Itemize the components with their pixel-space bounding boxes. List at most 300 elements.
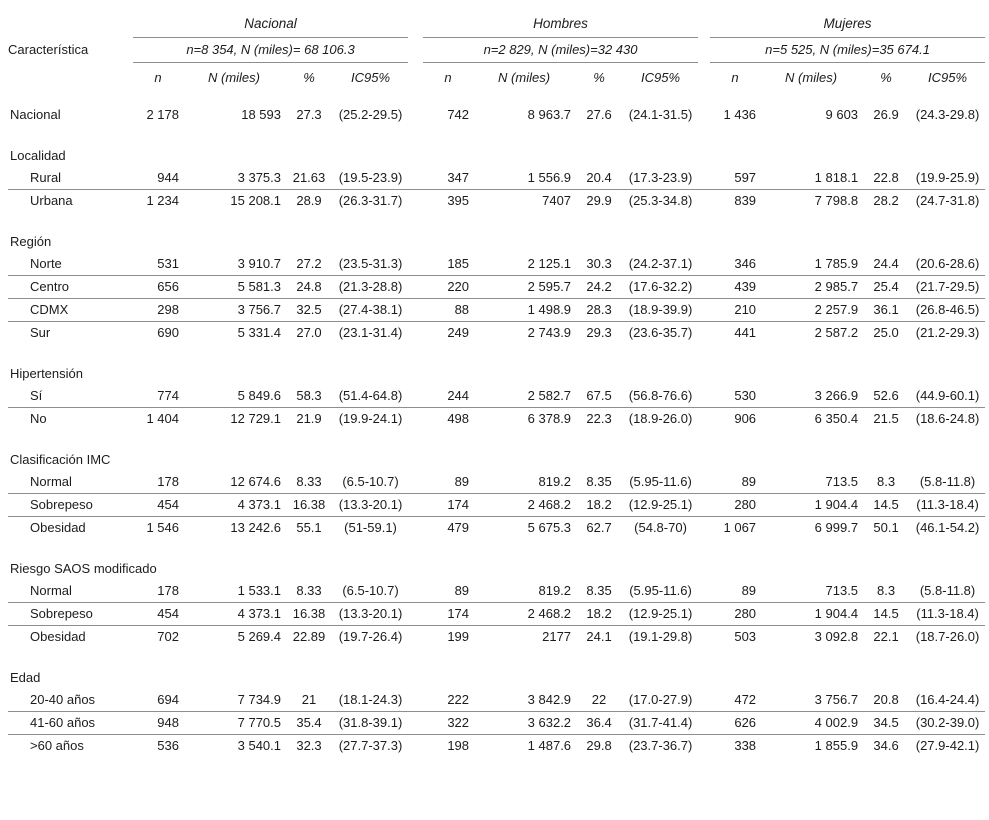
- section-spacer: [8, 344, 985, 363]
- cell-percent: 29.9: [586, 193, 612, 208]
- row-label: Sur: [30, 325, 51, 340]
- cell-percent: 62.7: [586, 520, 612, 535]
- cell-percent: 18.2: [575, 603, 623, 626]
- group-gap: [698, 626, 710, 649]
- cell-percent: 36.1: [862, 299, 910, 322]
- cell-percent: 14.5: [862, 603, 910, 626]
- cell-n: 906: [734, 411, 757, 426]
- group-subtitle-row: [8, 38, 985, 63]
- cell-ic95: (19.9-24.1): [338, 411, 403, 426]
- row-label: No: [30, 411, 47, 426]
- row-label: >60 años: [30, 738, 84, 753]
- cell-n-miles: 5 581.3: [183, 276, 285, 299]
- section-header-row: [8, 363, 985, 385]
- row-label: Nacional: [10, 107, 61, 122]
- section-spacer: [8, 90, 985, 104]
- cell-percent: 8.35: [575, 471, 623, 494]
- cell-percent: 20.4: [575, 167, 623, 190]
- cell-n-miles: 7 734.9: [183, 689, 285, 712]
- cell-n: 1 436: [723, 107, 757, 122]
- cell-ic95: (31.7-41.4): [623, 712, 698, 735]
- group-subtitle-mujeres: n=5 525, N (miles)=35 674.1: [710, 38, 985, 63]
- colhead-n-miles: N (miles): [208, 70, 260, 85]
- cell-n-miles: 7 770.5: [183, 712, 285, 735]
- cell-percent: 34.5: [862, 712, 910, 735]
- cell-ic95: (18.9-39.9): [623, 299, 698, 322]
- cell-percent: 8.3: [862, 580, 910, 603]
- row-label: 41-60 años: [8, 712, 133, 735]
- cell-n: 774: [133, 385, 183, 408]
- cell-n: 479: [447, 520, 470, 535]
- cell-n: 536: [157, 738, 179, 753]
- section-header: Hipertensión: [10, 366, 83, 381]
- section-spacer: [8, 126, 985, 145]
- cell-ic95: (26.8-46.5): [910, 299, 985, 322]
- cell-n: 88: [423, 299, 473, 322]
- row-label: Sí: [8, 385, 133, 408]
- row-label: Obesidad: [30, 520, 86, 535]
- cell-percent: 8.33: [285, 471, 333, 494]
- cell-n-miles: 6 999.7: [814, 520, 859, 535]
- row-label: Norte: [8, 253, 133, 276]
- cell-n-miles: 3 910.7: [183, 253, 285, 276]
- section-header-row: [8, 231, 985, 253]
- cell-n-miles: 2 743.9: [527, 325, 572, 340]
- group-gap: [698, 517, 710, 540]
- cell-percent: 25.4: [862, 276, 910, 299]
- cell-n-miles: 2 468.2: [473, 603, 575, 626]
- table-row: [8, 735, 985, 758]
- section-header-row: [8, 667, 985, 689]
- cell-ic95: (54.8-70): [634, 520, 687, 535]
- section-header-row: [8, 558, 985, 580]
- cell-ic95: (27.7-37.3): [338, 738, 403, 753]
- cell-percent: 22.1: [873, 629, 899, 644]
- cell-n-miles: 2 257.9: [760, 299, 862, 322]
- group-title-row: [8, 14, 985, 38]
- cell-ic95: (17.3-23.9): [623, 167, 698, 190]
- cell-ic95: (23.6-35.7): [628, 325, 693, 340]
- cell-n-miles: 18 593: [241, 107, 281, 122]
- cell-n-miles: 713.5: [760, 471, 862, 494]
- cell-percent: 52.6: [862, 385, 910, 408]
- cell-n-miles: 3 540.1: [237, 738, 281, 753]
- cell-ic95: (25.2-29.5): [338, 107, 403, 122]
- cell-n: 694: [133, 689, 183, 712]
- group-gap: [408, 104, 423, 126]
- cell-n: 441: [734, 325, 757, 340]
- cell-ic95: (24.1-31.5): [628, 107, 693, 122]
- row-label: Normal: [8, 580, 133, 603]
- row-label: Obesidad: [30, 629, 86, 644]
- cell-ic95: (24.2-37.1): [623, 253, 698, 276]
- cell-n: 395: [447, 193, 470, 208]
- cell-n-miles: 1 855.9: [814, 738, 859, 753]
- group-gap: [408, 689, 423, 712]
- section-header: Región: [10, 234, 52, 249]
- cell-percent: 20.8: [862, 689, 910, 712]
- cell-n: 742: [447, 107, 470, 122]
- cell-n: 174: [423, 603, 473, 626]
- cell-ic95: (51.4-64.8): [333, 385, 408, 408]
- group-gap: [698, 104, 710, 126]
- colhead-ic95: IC95%: [928, 70, 968, 85]
- cell-n-miles: 3 756.7: [183, 299, 285, 322]
- cell-percent: 14.5: [862, 494, 910, 517]
- cell-ic95: (11.3-18.4): [910, 603, 985, 626]
- table-row: [8, 580, 985, 603]
- cell-percent: 27.3: [296, 107, 322, 122]
- group-gap: [698, 299, 710, 322]
- cell-ic95: (27.9-42.1): [915, 738, 980, 753]
- table-row: [8, 517, 985, 540]
- section-header: Edad: [10, 670, 41, 685]
- cell-n-miles: 819.2: [473, 580, 575, 603]
- cell-ic95: (26.3-31.7): [338, 193, 403, 208]
- cell-ic95: (5.95-11.6): [623, 580, 698, 603]
- cell-n: 244: [423, 385, 473, 408]
- group-gap: [408, 517, 423, 540]
- group-gap: [698, 253, 710, 276]
- cell-ic95: (19.9-25.9): [910, 167, 985, 190]
- cell-ic95: (18.7-26.0): [915, 629, 980, 644]
- group-gap: [408, 253, 423, 276]
- cell-percent: 34.6: [873, 738, 899, 753]
- cell-ic95: (6.5-10.7): [333, 471, 408, 494]
- cell-n-miles: 9 603: [825, 107, 859, 122]
- cell-n: 690: [157, 325, 179, 340]
- cell-ic95: (27.4-38.1): [333, 299, 408, 322]
- group-gap: [698, 276, 710, 299]
- cell-n-miles: 3 632.2: [473, 712, 575, 735]
- colhead-ic95: IC95%: [351, 70, 391, 85]
- cell-n: 338: [734, 738, 757, 753]
- section-spacer: [8, 539, 985, 558]
- group-gap: [698, 689, 710, 712]
- cell-n-miles: 1 904.4: [760, 494, 862, 517]
- cell-ic95: (5.8-11.8): [910, 471, 985, 494]
- cell-n-miles: 2 125.1: [473, 253, 575, 276]
- cell-ic95: (12.9-25.1): [623, 603, 698, 626]
- cell-n: 89: [710, 471, 760, 494]
- row-label: Rural: [8, 167, 133, 190]
- cell-percent: 21.5: [873, 411, 899, 426]
- cell-ic95: (46.1-54.2): [915, 520, 980, 535]
- cell-n-miles: 5 675.3: [527, 520, 572, 535]
- table-row: [8, 626, 985, 649]
- cell-percent: 28.9: [296, 193, 322, 208]
- cell-n: 944: [133, 167, 183, 190]
- cell-ic95: (18.6-24.8): [915, 411, 980, 426]
- cell-ic95: (44.9-60.1): [910, 385, 985, 408]
- table-row: [8, 299, 985, 322]
- cell-n-miles: 1 498.9: [473, 299, 575, 322]
- cell-percent: 28.2: [873, 193, 899, 208]
- colhead-n-miles: N (miles): [785, 70, 838, 85]
- cell-ic95: (19.5-23.9): [333, 167, 408, 190]
- cell-percent: 55.1: [296, 520, 322, 535]
- cell-percent: 25.0: [873, 325, 899, 340]
- cell-percent: 21.9: [296, 411, 322, 426]
- table-row: [8, 689, 985, 712]
- cell-ic95: (18.9-26.0): [628, 411, 693, 426]
- cell-ic95: (24.7-31.8): [915, 193, 980, 208]
- cell-n: 1 234: [146, 193, 179, 208]
- cell-ic95: (20.6-28.6): [910, 253, 985, 276]
- group-gap: [408, 385, 423, 408]
- cell-percent: 32.3: [296, 738, 322, 753]
- group-subtitle-hombres: n=2 829, N (miles)=32 430: [423, 38, 698, 63]
- group-gap: [408, 190, 423, 213]
- cell-n: 322: [423, 712, 473, 735]
- cell-ic95: (51-59.1): [344, 520, 397, 535]
- cell-n: 498: [447, 411, 470, 426]
- cell-n: 656: [133, 276, 183, 299]
- row-label: CDMX: [8, 299, 133, 322]
- cell-ic95: (23.1-31.4): [338, 325, 403, 340]
- cell-percent: 27.6: [586, 107, 612, 122]
- cell-ic95: (17.0-27.9): [623, 689, 698, 712]
- cell-n: 280: [710, 603, 760, 626]
- cell-n-miles: 1 818.1: [760, 167, 862, 190]
- cell-percent: 24.2: [575, 276, 623, 299]
- group-subtitle-nacional: n=8 354, N (miles)= 68 106.3: [133, 38, 408, 63]
- cell-ic95: (24.3-29.8): [915, 107, 980, 122]
- cell-ic95: (23.5-31.3): [333, 253, 408, 276]
- row-label: Sobrepeso: [8, 494, 133, 517]
- cell-n: 531: [133, 253, 183, 276]
- group-gap: [698, 471, 710, 494]
- cell-ic95: (19.1-29.8): [628, 629, 693, 644]
- colhead-percent: %: [880, 70, 892, 85]
- cell-n: 89: [710, 580, 760, 603]
- cell-percent: 22.89: [292, 629, 326, 644]
- group-gap: [698, 385, 710, 408]
- section-header: Localidad: [10, 148, 66, 163]
- group-gap: [698, 735, 710, 758]
- group-title-nacional: Nacional: [133, 14, 408, 38]
- cell-n-miles: 7407: [542, 193, 572, 208]
- cell-n: 2 178: [146, 107, 179, 122]
- cell-n: 174: [423, 494, 473, 517]
- cell-percent: 24.8: [285, 276, 333, 299]
- cell-n: 298: [133, 299, 183, 322]
- cell-n-miles: 15 208.1: [230, 193, 281, 208]
- cell-percent: 67.5: [575, 385, 623, 408]
- group-gap: [698, 167, 710, 190]
- cell-percent: 28.3: [575, 299, 623, 322]
- table-row: [8, 167, 985, 190]
- table-row: [8, 603, 985, 626]
- colhead-n: n: [731, 70, 739, 85]
- cell-n-miles: 1 556.9: [473, 167, 575, 190]
- section-header: Riesgo SAOS modificado: [10, 561, 157, 576]
- cell-n-miles: 3 092.8: [814, 629, 859, 644]
- cell-n-miles: 6 378.9: [527, 411, 572, 426]
- cell-n-miles: 12 729.1: [230, 411, 281, 426]
- characteristic-header: Característica: [8, 42, 89, 57]
- statistics-table: [8, 14, 985, 757]
- cell-n-miles: 2 468.2: [473, 494, 575, 517]
- cell-n-miles: 2 985.7: [760, 276, 862, 299]
- row-label: Normal: [8, 471, 133, 494]
- cell-ic95: (18.1-24.3): [333, 689, 408, 712]
- section-header-row: [8, 145, 985, 167]
- group-gap: [698, 408, 710, 431]
- cell-n-miles: 3 375.3: [183, 167, 285, 190]
- cell-percent: 22.8: [862, 167, 910, 190]
- cell-percent: 29.8: [586, 738, 612, 753]
- cell-n: 210: [710, 299, 760, 322]
- cell-percent: 29.3: [586, 325, 612, 340]
- cell-ic95: (21.7-29.5): [910, 276, 985, 299]
- cell-n-miles: 2177: [542, 629, 572, 644]
- cell-n-miles: 5 269.4: [237, 629, 281, 644]
- group-gap: [698, 603, 710, 626]
- group-gap: [408, 276, 423, 299]
- cell-ic95: (31.8-39.1): [333, 712, 408, 735]
- cell-n-miles: 1 533.1: [183, 580, 285, 603]
- cell-ic95: (13.3-20.1): [333, 494, 408, 517]
- cell-n: 89: [423, 580, 473, 603]
- group-title-hombres: Hombres: [423, 14, 698, 38]
- cell-n-miles: 3 842.9: [473, 689, 575, 712]
- table-row: [8, 408, 985, 431]
- cell-n-miles: 713.5: [760, 580, 862, 603]
- cell-n-miles: 3 266.9: [760, 385, 862, 408]
- cell-n: 439: [710, 276, 760, 299]
- cell-percent: 16.38: [285, 494, 333, 517]
- cell-n: 347: [423, 167, 473, 190]
- group-gap: [698, 190, 710, 213]
- cell-n: 1 067: [723, 520, 757, 535]
- section-spacer: [8, 212, 985, 231]
- cell-n: 220: [423, 276, 473, 299]
- column-header-row: [8, 63, 985, 91]
- cell-n: 626: [710, 712, 760, 735]
- row-label: Centro: [8, 276, 133, 299]
- table-row: [8, 712, 985, 735]
- cell-n-miles: 13 242.6: [230, 520, 281, 535]
- cell-percent: 35.4: [285, 712, 333, 735]
- row-label: Urbana: [30, 193, 73, 208]
- table-row: [8, 494, 985, 517]
- cell-n: 280: [710, 494, 760, 517]
- group-gap: [698, 712, 710, 735]
- group-gap: [408, 471, 423, 494]
- table-row: [8, 385, 985, 408]
- cell-n-miles: 1 487.6: [527, 738, 572, 753]
- cell-n: 178: [133, 580, 183, 603]
- cell-ic95: (13.3-20.1): [333, 603, 408, 626]
- colhead-ic95: IC95%: [641, 70, 681, 85]
- cell-ic95: (21.2-29.3): [915, 325, 980, 340]
- cell-percent: 24.1: [586, 629, 612, 644]
- cell-percent: 50.1: [873, 520, 899, 535]
- cell-ic95: (56.8-76.6): [623, 385, 698, 408]
- group-gap: [408, 299, 423, 322]
- cell-percent: 21: [285, 689, 333, 712]
- group-title-mujeres: Mujeres: [710, 14, 985, 38]
- cell-n: 1 546: [146, 520, 179, 535]
- table-row: [8, 471, 985, 494]
- cell-n: 199: [447, 629, 470, 644]
- group-gap: [408, 735, 423, 758]
- table-row: [8, 253, 985, 276]
- cell-n-miles: 4 002.9: [760, 712, 862, 735]
- cell-ic95: (19.7-26.4): [338, 629, 403, 644]
- row-label: 20-40 años: [8, 689, 133, 712]
- cell-n-miles: 5 849.6: [183, 385, 285, 408]
- cell-percent: 26.9: [873, 107, 899, 122]
- cell-percent: 21.63: [285, 167, 333, 190]
- cell-percent: 22.3: [586, 411, 612, 426]
- colhead-percent: %: [303, 70, 315, 85]
- cell-n-miles: 5 331.4: [237, 325, 281, 340]
- cell-n: 178: [133, 471, 183, 494]
- colhead-n: n: [154, 70, 162, 85]
- group-gap: [408, 494, 423, 517]
- cell-n-miles: 7 798.8: [814, 193, 859, 208]
- cell-n-miles: 3 756.7: [760, 689, 862, 712]
- cell-percent: 8.33: [285, 580, 333, 603]
- cell-n: 249: [447, 325, 470, 340]
- cell-n-miles: 6 350.4: [814, 411, 859, 426]
- cell-n: 702: [157, 629, 179, 644]
- table-row: [8, 322, 985, 345]
- cell-n-miles: 1 904.4: [760, 603, 862, 626]
- cell-percent: 36.4: [575, 712, 623, 735]
- cell-n: 948: [133, 712, 183, 735]
- cell-ic95: (17.6-32.2): [623, 276, 698, 299]
- cell-percent: 16.38: [285, 603, 333, 626]
- colhead-n-miles: N (miles): [498, 70, 551, 85]
- table-row: [8, 104, 985, 126]
- cell-n: 346: [710, 253, 760, 276]
- group-gap: [408, 712, 423, 735]
- group-gap: [408, 626, 423, 649]
- cell-percent: 27.2: [285, 253, 333, 276]
- cell-percent: 27.0: [296, 325, 322, 340]
- group-gap: [408, 167, 423, 190]
- cell-n-miles: 1 785.9: [760, 253, 862, 276]
- cell-n-miles: 4 373.1: [183, 603, 285, 626]
- cell-n: 89: [423, 471, 473, 494]
- cell-percent: 32.5: [285, 299, 333, 322]
- cell-ic95: (21.3-28.8): [333, 276, 408, 299]
- cell-ic95: (30.2-39.0): [910, 712, 985, 735]
- cell-n: 503: [734, 629, 757, 644]
- cell-n: 1 404: [146, 411, 179, 426]
- group-gap: [408, 603, 423, 626]
- group-gap: [408, 408, 423, 431]
- group-gap: [698, 580, 710, 603]
- group-gap: [408, 322, 423, 345]
- cell-ic95: (6.5-10.7): [333, 580, 408, 603]
- cell-percent: 24.4: [862, 253, 910, 276]
- cell-n-miles: 4 373.1: [183, 494, 285, 517]
- cell-ic95: (5.8-11.8): [910, 580, 985, 603]
- cell-percent: 18.2: [575, 494, 623, 517]
- cell-ic95: (25.3-34.8): [628, 193, 693, 208]
- colhead-percent: %: [593, 70, 605, 85]
- cell-ic95: (11.3-18.4): [910, 494, 985, 517]
- cell-n: 185: [423, 253, 473, 276]
- cell-n: 472: [710, 689, 760, 712]
- cell-percent: 22: [575, 689, 623, 712]
- cell-n-miles: 2 587.2: [814, 325, 859, 340]
- group-gap: [698, 494, 710, 517]
